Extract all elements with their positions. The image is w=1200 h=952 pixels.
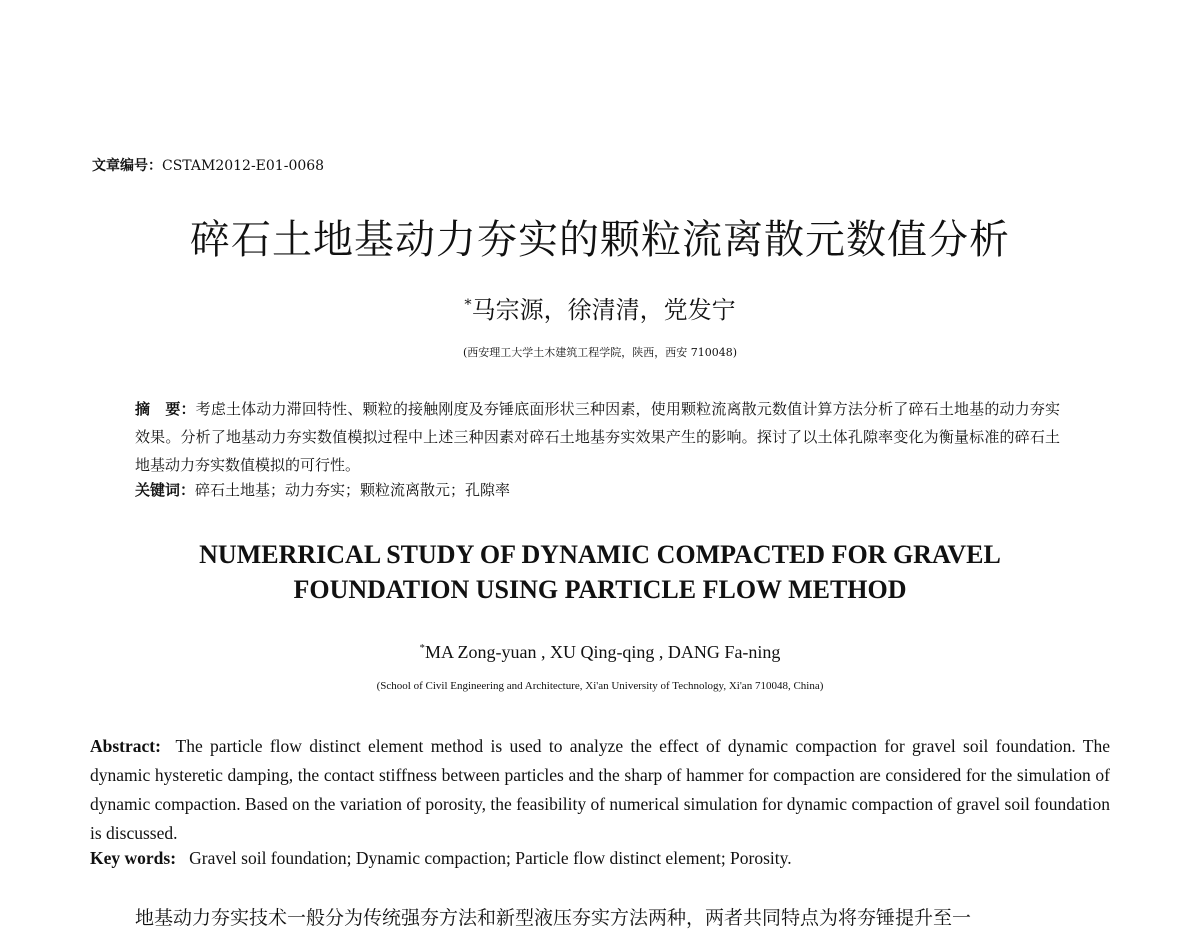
abstract-cn [135,395,1060,479]
abstract-en-text: The particle flow distinct element method is used to analyze the effect of dynamic compaction for gravel soil foundation. The dynamic hysteretic damping, the contact stiffness between particles and the sharp of hammer for compaction are considered for the simulation of dynamic compaction. Based on the variation of porosity, the feasibility of numerical simulation for dynamic compaction of gravel soil foundation is discussed. [90,736,1110,843]
corresponding-mark: * [464,297,472,313]
keywords-cn-label: 关键词： [135,481,196,499]
author-names: MA Zong-yuan , XU Qing-qing , DANG Fa-ning [424,642,781,662]
author-names: 马宗源，徐清清，党发宁 [471,296,736,324]
keywords-cn-text: 碎石土地基；动力夯实；颗粒流离散元；孔隙率 [195,481,511,499]
authors-en [0,642,1200,663]
abstract-en [90,732,1110,848]
authors-cn [0,290,1200,325]
abstract-cn-label: 摘 要： [135,400,196,418]
article-number [92,155,324,175]
title-cn: 碎石土地基动力夯实的颗粒流离散元数值分析 [190,217,1010,263]
title-en-line: NUMERRICAL STUDY OF DYNAMIC COMPACTED FOR GRAVEL [199,540,1001,569]
body-paragraph: 地基动力夯实技术一般分为传统强夯方法和新型液压夯实方法两种，两者共同特点为将夯锤提升至一 [135,907,972,929]
article-number-value: CSTAM2012-E01-0068 [162,158,325,174]
abstract-cn-text: 考虑土体动力滞回特性、颗粒的接触刚度及夯锤底面形状三种因素，使用颗粒流离散元数值计算方法分析了碎石土地基的动力夯实效果。分析了地基动力夯实数值模拟过程中上述三种因素对碎石土地基夯实效果产生的影响。探讨了以土体孔隙率变化为衡量标准的碎石土地基动力夯实数值模拟的可行性。 [135,400,1060,474]
affiliation-en: (School of Civil Engineering and Architecture, Xi'an University of Technology, Xi'an 710048, China) [376,680,824,692]
keywords-en-text: Gravel soil foundation; Dynamic compaction; Particle flow distinct element; Porosity. [189,848,792,868]
affiliation-cn: (西安理工大学土木建筑工程学院，陕西，西安 710048) [462,346,738,359]
title-en [100,537,1100,607]
title-en-line: FOUNDATION USING PARTICLE FLOW METHOD [293,575,907,604]
corresponding-mark: * [419,642,425,654]
abstract-en-label: Abstract: [90,736,161,756]
keywords-cn [135,479,510,500]
article-number-label: 文章编号： [92,158,162,174]
keywords-en-label: Key words: [90,848,177,868]
keywords-en [90,848,792,869]
